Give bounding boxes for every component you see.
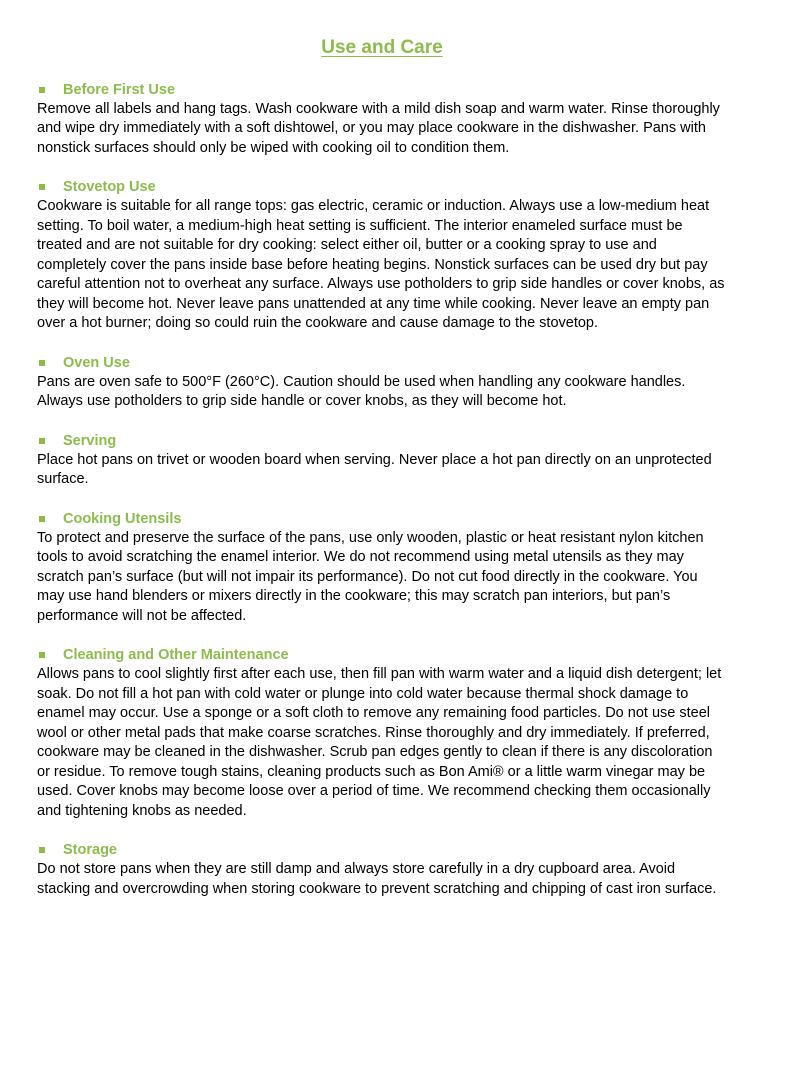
section-body: Remove all labels and hang tags. Wash cookware with a mild dish soap and warm water. Rinse thoroughly and wipe dry immediately with a soft dishtowel, or you may place cookware in the dishwasher. Pans with nonstick surfaces should only be wiped with cooking oil to condition them. (37, 100, 720, 156)
section-heading (37, 509, 727, 529)
section-storage (37, 841, 727, 900)
square-bullet-icon (39, 652, 45, 658)
section-heading-label: Cooking Utensils (63, 510, 182, 527)
section-heading-label: Before First Use (63, 81, 176, 98)
square-bullet-icon (39, 87, 45, 93)
section-body: Cookware is suitable for all range tops: gas electric, ceramic or induction. Always use a low-medium heat setting. To boil water, a medium-high heat setting is sufficient. The interior enameled surface must be treated and are not suitable for dry cooking: select either oil, butter or a cooking spray to use and completely cover the pans inside base before heating begins. Nonstick surfaces can be used dry but pay careful attention not to overheat any surface. Always use potholders to grip side handles or cover knobs, as they will become hot. Never leave pans unattended at any time while cooking. Never leave an empty pan over a hot burner; doing so could ruin the cookware and cause damage to the stovetop. (37, 198, 725, 331)
section-heading (37, 431, 727, 451)
square-bullet-icon (39, 360, 45, 366)
section-before-first-use (37, 80, 727, 158)
section-cleaning-maintenance (37, 646, 727, 822)
section-heading-label: Stovetop Use (63, 179, 156, 196)
section-body: Place hot pans on trivet or wooden board when serving. Never place a hot pan directly on an unprotected surface. (37, 451, 712, 487)
section-heading-label: Serving (63, 432, 117, 449)
section-heading (37, 646, 727, 666)
section-heading (37, 80, 727, 100)
square-bullet-icon (39, 184, 45, 190)
section-heading-label: Cleaning and Other Maintenance (63, 647, 289, 664)
section-heading (37, 841, 727, 861)
section-heading-label: Oven Use (63, 354, 130, 371)
section-heading-label: Storage (63, 842, 117, 859)
section-body: Allows pans to cool slightly first after each use, then fill pan with warm water and a liquid dish detergent; let soak. Do not fill a hot pan with cold water or plunge into cold water because thermal shock damage to enamel may occur. Use a sponge or a soft cloth to remove any remaining food particles. Do not use steel wool or other metal pads that make coarse scratches. Rinse thoroughly and dry immediately. If preferred, cookware may be cleaned in the dishwasher. Scrub pan edges gently to clean if there is any discoloration or residue. To remove tough stains, cleaning products such as Bon Ami® or a little warm vinegar may be used. Cover knobs may become loose over a period of time. We recommend checking them occasionally and tightening knobs as needed. (37, 666, 722, 819)
section-body: To protect and preserve the surface of the pans, use only wooden, plastic or heat resistant nylon kitchen tools to avoid scratching the enamel interior. We do not recommend using metal utensils as they may scratch pan’s surface (but will not impair its performance). Do not cut food directly in the cookware. You may use hand blenders or mixers directly in the cookware; this may scratch pan interiors, but pan’s performance will not be affected. (37, 529, 704, 624)
square-bullet-icon (39, 516, 45, 522)
section-body: Do not store pans when they are still damp and always store carefully in a dry cupboard area. Avoid stacking and overcrowding when storing cookware to prevent scratching and chipping of cast iron surface. (37, 861, 717, 897)
document-page (37, 36, 727, 919)
square-bullet-icon (39, 438, 45, 444)
section-cooking-utensils (37, 509, 727, 626)
square-bullet-icon (39, 847, 45, 853)
section-heading (37, 353, 727, 373)
section-heading (37, 178, 727, 198)
document-title: Use and Care (321, 37, 443, 58)
section-body: Pans are oven safe to 500°F (260°C). Caution should be used when handling any cookware handles. Always use potholders to grip side handle or cover knobs, as they will become hot. (37, 373, 686, 409)
section-stovetop-use (37, 178, 727, 334)
section-oven-use (37, 353, 727, 412)
section-serving (37, 431, 727, 490)
